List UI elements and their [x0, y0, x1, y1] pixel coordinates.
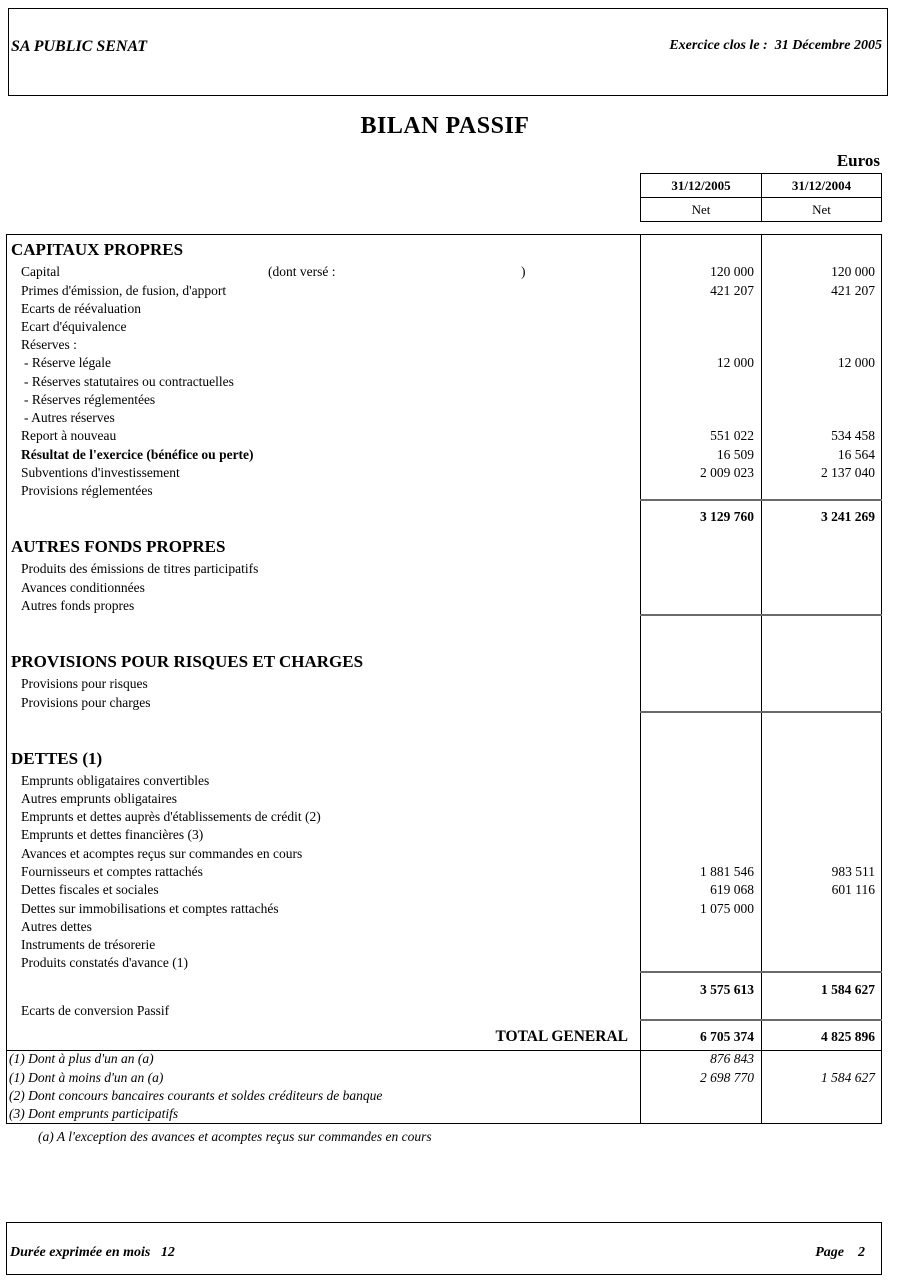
row-label: Dettes sur immobilisations et comptes rattachés: [21, 901, 279, 916]
total-divider: [640, 1019, 882, 1021]
capital-paid-note-close: ): [521, 264, 526, 279]
row-label: Instruments de trésorerie: [21, 937, 156, 952]
value-2005: 2 009 023: [700, 465, 754, 480]
duration-label: Durée exprimée en mois 12: [10, 1245, 175, 1260]
footnote-label: (1) Dont à moins d'un an (a): [9, 1070, 164, 1085]
subtotal-divider: [640, 499, 882, 501]
row-label: Ecarts de réévaluation: [21, 301, 141, 316]
row-label: Produits des émissions de titres participatifs: [21, 561, 259, 576]
section-heading-provisions: PROVISIONS POUR RISQUES ET CHARGES: [11, 652, 364, 671]
subtotal-capitaux-propres-2004: 3 241 269: [821, 509, 875, 524]
value-2005: 551 022: [710, 428, 754, 443]
row-label: Provisions réglementées: [21, 483, 153, 498]
row-label: Emprunts et dettes auprès d'établissements de crédit (2): [21, 809, 321, 824]
footnote-label: (1) Dont à plus d'un an (a): [9, 1051, 154, 1066]
footnote-label: (3) Dont emprunts participatifs: [9, 1106, 179, 1121]
section-heading-autres-fonds-propres: AUTRES FONDS PROPRES: [11, 537, 226, 556]
column-divider-right: [761, 234, 762, 1124]
currency-label: Euros: [836, 151, 880, 170]
section-divider: [640, 614, 882, 616]
row-label: Emprunts et dettes financières (3): [21, 827, 204, 842]
value-2005: 120 000: [710, 264, 754, 279]
row-label: Réserves :: [21, 337, 77, 352]
row-label: - Autres réserves: [24, 410, 115, 425]
value-2004: 12 000: [837, 355, 875, 370]
value-2004: 2 137 040: [821, 465, 875, 480]
section-heading-capitaux-propres: CAPITAUX PROPRES: [11, 240, 184, 259]
value-2005: 619 068: [710, 882, 754, 897]
row-label: Provisions pour charges: [21, 695, 151, 710]
row-label: Report à nouveau: [21, 428, 117, 443]
value-2005: 12 000: [716, 355, 754, 370]
total-general-2005: 6 705 374: [700, 1029, 754, 1044]
row-label: Ecart d'équivalence: [21, 319, 127, 334]
row-label: - Réserves statutaires ou contractuelles: [24, 374, 234, 389]
column-header-2005-type: Net: [640, 197, 762, 222]
subtotal-divider: [640, 971, 882, 973]
row-label: Autres emprunts obligataires: [21, 791, 177, 806]
section-divider: [640, 711, 882, 713]
subtotal-dettes-2005: 3 575 613: [700, 982, 754, 997]
company-name: SA PUBLIC SENAT: [11, 38, 148, 55]
value-2004: 601 116: [831, 882, 875, 897]
row-label: - Réserves réglementées: [24, 392, 156, 407]
value-2005: 421 207: [710, 283, 754, 298]
column-header-2005-date: 31/12/2005: [640, 173, 762, 198]
value-2005: 1 075 000: [700, 901, 754, 916]
subtotal-capitaux-propres-2005: 3 129 760: [700, 509, 754, 524]
row-label: Emprunts obligataires convertibles: [21, 773, 210, 788]
total-general-label: TOTAL GENERAL: [495, 1028, 628, 1045]
row-label: Produits constatés d'avance (1): [21, 955, 189, 970]
row-label: Avances et acomptes reçus sur commandes en cours: [21, 846, 303, 861]
total-general-2004: 4 825 896: [821, 1029, 875, 1044]
row-label-result: Résultat de l'exercice (bénéfice ou perte): [21, 447, 254, 462]
fiscal-year-end: Exercice clos le : 31 Décembre 2005: [669, 38, 882, 53]
footnote-value-2005: 876 843: [710, 1051, 754, 1066]
value-2005: 16 509: [716, 447, 754, 462]
value-2005: 1 881 546: [700, 864, 754, 879]
row-label: Autres dettes: [21, 919, 92, 934]
footnote-value-2004: 1 584 627: [821, 1070, 875, 1085]
value-2004: 983 511: [831, 864, 875, 879]
value-2004: 120 000: [831, 264, 875, 279]
row-label-ecarts-conversion: Ecarts de conversion Passif: [21, 1003, 170, 1018]
row-label: Fournisseurs et comptes rattachés: [21, 864, 203, 879]
row-label: Capital: [21, 264, 60, 279]
row-label: Autres fonds propres: [21, 598, 135, 613]
row-label: Primes d'émission, de fusion, d'apport: [21, 283, 227, 298]
row-label: Subventions d'investissement: [21, 465, 180, 480]
footnote-label: (2) Dont concours bancaires courants et soldes créditeurs de banque: [9, 1088, 383, 1103]
value-2004: 421 207: [831, 283, 875, 298]
note-a: (a) A l'exception des avances et acomptes reçus sur commandes en cours: [38, 1129, 432, 1144]
column-header-2004-date: 31/12/2004: [761, 173, 882, 198]
row-label: Dettes fiscales et sociales: [21, 882, 159, 897]
page-number: Page 2: [815, 1245, 865, 1260]
column-divider-left: [640, 234, 641, 1124]
section-heading-dettes: DETTES (1): [11, 749, 103, 768]
row-label: Avances conditionnées: [21, 580, 145, 595]
value-2004: 534 458: [831, 428, 875, 443]
row-label: Provisions pour risques: [21, 676, 148, 691]
capital-paid-note: (dont versé :: [268, 264, 336, 279]
column-header-2004-type: Net: [761, 197, 882, 222]
page-title: BILAN PASSIF: [360, 113, 530, 139]
row-label: - Réserve légale: [24, 355, 111, 370]
footnote-value-2005: 2 698 770: [700, 1070, 754, 1085]
value-2004: 16 564: [837, 447, 875, 462]
subtotal-dettes-2004: 1 584 627: [821, 982, 875, 997]
